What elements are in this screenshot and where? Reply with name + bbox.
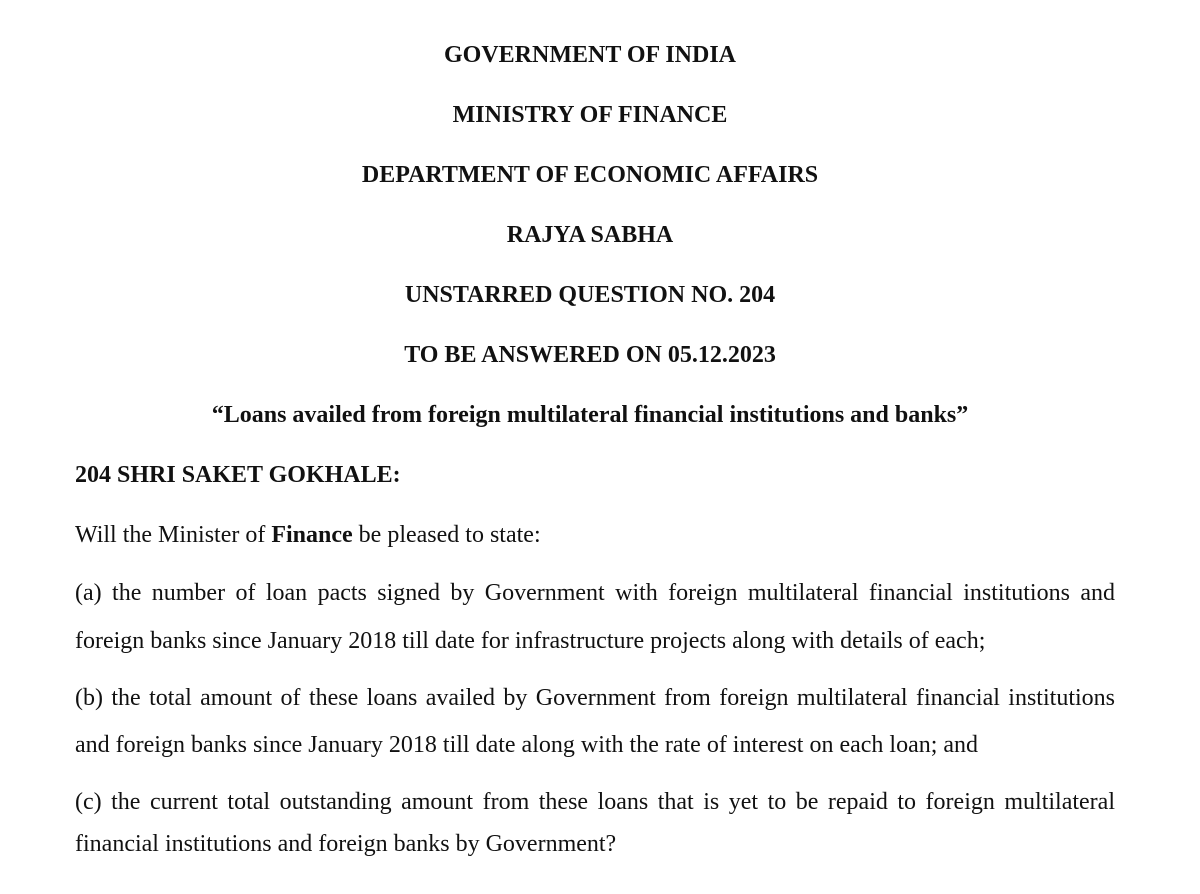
question-subject: “Loans availed from foreign multilateral financial institutions and banks”	[211, 402, 969, 428]
question-c-line-1: (c) the current total outstanding amount from these loans that is yet to be repaid to foreign multilateral	[75, 789, 1115, 815]
intro-ministry-bold: Finance	[271, 522, 353, 548]
header-question-number: UNSTARRED QUESTION NO. 204	[404, 282, 776, 308]
question-a-line-1: (a) the number of loan pacts signed by Government with foreign multilateral financial institutions and	[75, 580, 1115, 606]
question-c-line-2: financial institutions and foreign banks by Government?	[75, 831, 617, 857]
question-a-line-2: foreign banks since January 2018 till date for infrastructure projects along with details of each;	[75, 628, 986, 654]
header-government: GOVERNMENT OF INDIA	[443, 42, 737, 68]
question-b-line-2: and foreign banks since January 2018 till date along with the rate of interest on each loan; and	[75, 732, 979, 758]
member-name: 204 SHRI SAKET GOKHALE:	[75, 462, 401, 488]
header-house: RAJYA SABHA	[506, 222, 674, 248]
intro-paragraph	[75, 520, 1115, 550]
header-department: DEPARTMENT OF ECONOMIC AFFAIRS	[361, 162, 819, 188]
header-answer-date: TO BE ANSWERED ON 05.12.2023	[404, 342, 776, 368]
question-b-line-1: (b) the total amount of these loans availed by Government from foreign multilateral financial institutions	[75, 685, 1115, 711]
intro-text-before: Will the Minister of	[75, 522, 272, 548]
intro-text-after: be pleased to state:	[352, 522, 541, 548]
header-ministry: MINISTRY OF FINANCE	[452, 102, 728, 128]
